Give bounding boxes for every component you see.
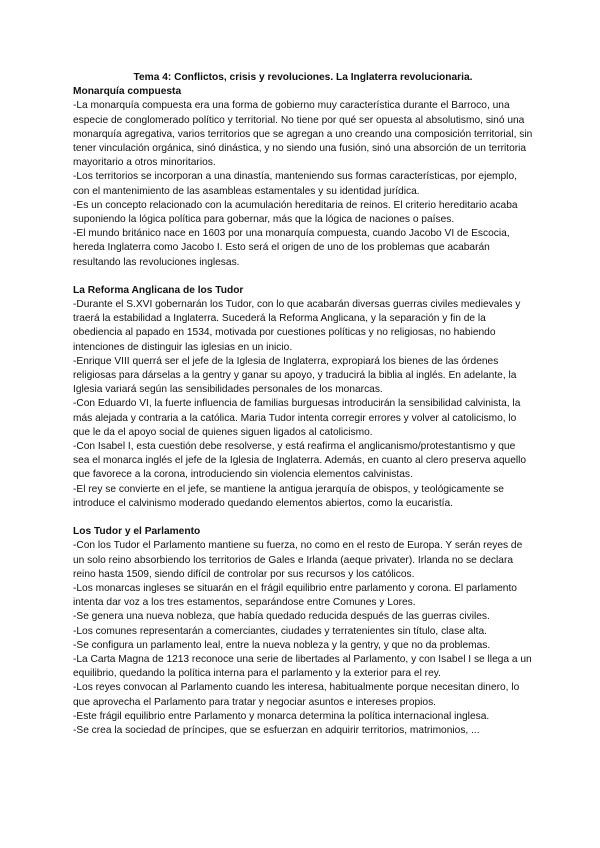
paragraph: -La monarquía compuesta era una forma de gobierno muy característica durante el Barroco, una especie de conglomerado político y territorial. No tiene por qué ser opuesta al absolutismo, sinó una monarquía agregativa, varios territorios que se agregan a uno creando una composición territorial, sin tener vinculación orgánica, sinó dinástica, y no siendo una fusión, sinó una absorción de un territoria mayoritario a otros minoritarios.: [73, 100, 533, 169]
paragraph: -Los monarcas ingleses se situarán en el frágil equilibrio entre parlamento y corona. El parlamento intenta dar voz a los tres estamentos, separándose entre Comunes y Lores.: [73, 582, 517, 609]
section-heading: La Reforma Anglicana de los Tudor: [73, 284, 244, 296]
section-reforma-anglicana: [73, 284, 533, 511]
paragraph: -Es un concepto relacionado con la acumulación hereditaria de reinos. El criterio hereditario acaba suponiendo la lógica política para gobernar, más que la lógica de naciones o países.: [73, 199, 518, 226]
section-heading: Monarquía compuesta: [73, 86, 182, 98]
paragraph: -Se configura un parlamento leal, entre la nueva nobleza y la gentry, y que no da problemas.: [73, 639, 491, 651]
paragraph: -Con Eduardo VI, la fuerte influencia de familias burguesas introducirán la sensibilidad calvinista, la más alejada y contraria a la católica. Maria Tudor intenta corregir errores y volver al catolicismo, lo que le da el apoyo social de quienes siguen ligados al catolicismo.: [73, 398, 521, 438]
paragraph: -Los reyes convocan al Parlamento cuando les interesa, habitualmente porque necesitan dinero, lo que aprovecha el Parlamento para tratar y negociar asuntos e intereses propios.: [73, 682, 520, 708]
paragraph: -Los territorios se incorporan a una dinastía, manteniendo sus formas características, por ejemplo, con el mantenimiento de las asambleas estamentales y su identidad jurídica.: [73, 171, 517, 197]
section-heading: Los Tudor y el Parlamento: [73, 526, 201, 538]
paragraph: -Los comunes representarán a comerciantes, ciudades y terratenientes sin título, clase alta.: [73, 625, 487, 637]
section-tudor-parlamento: [73, 525, 533, 738]
paragraph: -Se genera una nueva nobleza, que había quedado reducida después de las guerras civiles.: [73, 611, 490, 623]
document-page: [73, 71, 533, 738]
paragraph: -Enrique VIII querrá ser el jefe de la Iglesia de Inglaterra, expropiará los bienes de las órdenes religiosas para dárselas a la gentry y ganar su apoyo, y traducirá la biblia al inglés. En adelante, la Iglesia variará según las sensibilidades personales de los monarcas.: [73, 355, 517, 396]
paragraph: -Durante el S.XVI gobernarán los Tudor, con lo que acabarán diversas guerras civiles medievales y traerá la estabilidad a Inglaterra. Sucederá la Reforma Anglicana, y la separación y fin de la obediencia al papado en 1534, motivada por cuestiones políticas y no religiosas, no habiendo intenciones de distinguir las iglesias en un inicio.: [73, 299, 521, 353]
section-monarquia-compuesta: [73, 85, 533, 270]
paragraph: -La Carta Magna de 1213 reconoce una serie de libertades al Parlamento, y con Isabel I se llega a un equilibrio, quedando la política interna para el parlamento y la exterior para el rey.: [73, 653, 532, 680]
paragraph: -Este frágil equilibrio entre Parlamento y monarca determina la política internacional inglesa.: [73, 710, 490, 722]
paragraph: -Con Isabel I, esta cuestión debe resolverse, y está reafirma el anglicanismo/protestantismo y que sea el monarca inglés el jefe de la Iglesia de Inglaterra. Además, en cuanto al clero preserva aquello que favorece a la corona, introduciendo sin violencia elementos calvinistas.: [73, 441, 527, 481]
document-title: Tema 4: Conflictos, crisis y revoluciones. La Inglaterra revolucionaria.: [133, 72, 473, 83]
paragraph: -El rey se convierte en el jefe, se mantiene la antigua jerarquía de obispos, y teológicamente se introduce el calvinismo moderado quedando elementos abiertos, como la eucaristía.: [73, 483, 504, 509]
paragraph: -Se crea la sociedad de príncipes, que se esfuerzan en adquirir territorios, matrimonios, ...: [73, 724, 480, 736]
paragraph: -Con los Tudor el Parlamento mantiene su fuerza, no como en el resto de Europa. Y serán reyes de un solo reino absorbiendo los territorios de Gales e Irlanda (aeque privater). Irlanda no se declara reino hasta 1509, siendo difícil de controlar por sus recursos y los católicos.: [73, 540, 523, 580]
paragraph: -El mundo británico nace en 1603 por una monarquía compuesta, cuando Jacobo VI de Escocia, hereda Inglaterra como Jacobo I. Esto será el origen de uno de los problemas que acabarán resultando las revoluciones inglesas.: [73, 228, 510, 268]
